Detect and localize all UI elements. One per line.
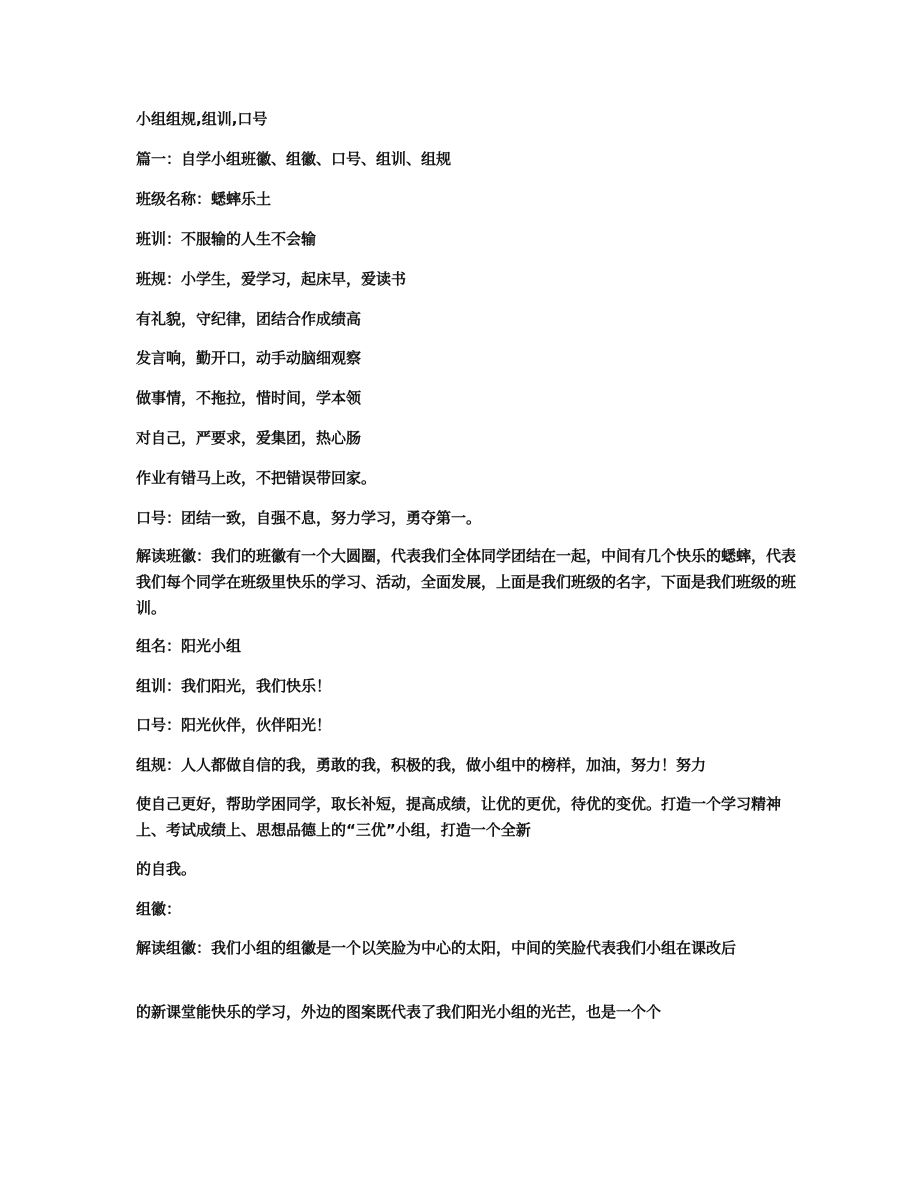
- text-line: 班规：小学生，爱学习，起床早，爱读书: [136, 270, 407, 288]
- text-line: 口号：团结一致，自强不息，努力学习，勇夺第一。: [136, 509, 482, 527]
- text-line: 的新课堂能快乐的学习，外边的图案既代表了我们阳光小组的光芒，也是一个个: [136, 1003, 662, 1021]
- text-line: 组训：我们阳光，我们快乐！: [136, 677, 332, 695]
- text-line: 组徽：: [136, 900, 182, 918]
- text-line: 组名：阳光小组: [136, 637, 242, 655]
- text-line: 口号：阳光伙伴，伙伴阳光！: [136, 716, 332, 734]
- text-line: 发言响，勤开口，动手动脑细观察: [136, 349, 362, 367]
- document-title: 小组组规,组训,口号: [136, 110, 268, 128]
- text-line: 作业有错马上改，不把错误带回家。: [136, 469, 377, 487]
- text-line: 的自我。: [136, 860, 197, 878]
- paragraph-class-emblem: 解读班徽：我们的班徽有一个大圆圈，代表我们全体同学团结在一起，中间有几个快乐的蟋蟀，代表我们每个同学在班级里快乐的学习、活动，全面发展，上面是我们班级的名字，下面是我们班级的班训。: [136, 547, 797, 617]
- text-line: 有礼貌，守纪律，团结合作成绩高: [136, 310, 362, 328]
- text-line: 做事情，不拖拉，惜时间，学本领: [136, 389, 362, 407]
- text-line: 篇一：自学小组班徽、组徽、口号、组训、组规: [136, 150, 452, 168]
- text-line: 对自己，严要求，爱集团，热心肠: [136, 429, 362, 447]
- paragraph-group-emblem: 解读组徽：我们小组的组徽是一个以笑脸为中心的太阳，中间的笑脸代表我们小组在课改后: [136, 939, 737, 957]
- text-line: 班训：不服输的人生不会输: [136, 230, 317, 248]
- text-line: 组规：人人都做自信的我，勇敢的我，积极的我，做小组中的榜样，加油，努力！努力: [136, 756, 707, 774]
- paragraph-group-rules: 使自己更好，帮助学困同学，取长补短，提高成绩，让优的更优，待优的变优。打造一个学习精神上、考试成绩上、思想品德上的“三优”小组，打造一个全新: [136, 795, 782, 839]
- text-line: 班级名称：蟋蟀乐土: [136, 190, 272, 208]
